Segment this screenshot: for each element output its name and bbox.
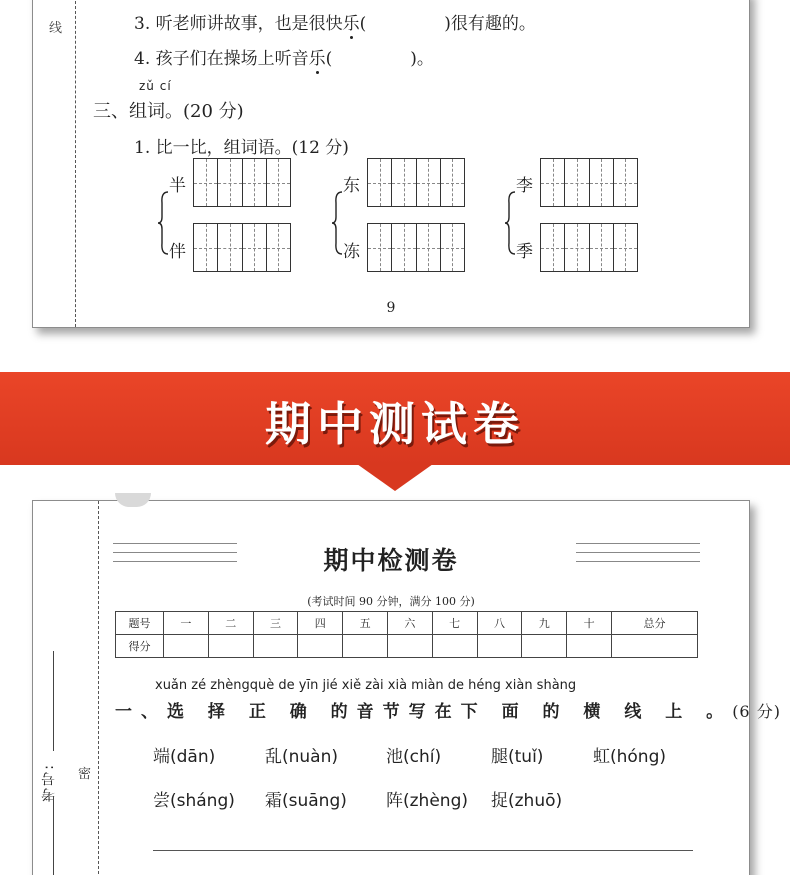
writing-grid[interactable] [367, 158, 465, 207]
emphasis-dot-char: 乐 [308, 49, 326, 69]
table-cell: 五 [343, 612, 388, 635]
table-cell: 题号 [116, 612, 164, 635]
word-item: 捉(zhuō) [491, 791, 563, 811]
exam-title: 期中检测卷 [323, 546, 459, 575]
binding-label: 线 [49, 21, 63, 36]
score-cell[interactable] [611, 635, 697, 658]
table-cell: 九 [522, 612, 567, 635]
section-3-title: 三、组词。(20 分) [93, 101, 244, 122]
table-cell: 总分 [611, 612, 697, 635]
table-cell: 七 [432, 612, 477, 635]
char-top: 李 [516, 176, 533, 196]
table-cell: 一 [164, 612, 209, 635]
writing-grid[interactable] [193, 223, 291, 272]
score-cell[interactable] [164, 635, 209, 658]
word-item: 腿(tuǐ) [491, 747, 544, 767]
page-number: 9 [386, 300, 396, 316]
writing-grid[interactable] [193, 158, 291, 207]
word-item: 池(chí) [386, 747, 442, 767]
word-item: 虹(hóng) [593, 747, 667, 767]
question-1-title: 一、选 择 正 确 的音节写在下 面 的 横 线 上 。(6 分) [115, 702, 781, 722]
char-bottom: 季 [516, 242, 533, 262]
emphasis-dot-char: 乐 [342, 14, 360, 34]
exam-number-label: 考号: [41, 763, 57, 802]
brace-icon [331, 191, 343, 255]
table-cell: 四 [298, 612, 343, 635]
score-cell[interactable] [298, 635, 343, 658]
logo-icon [115, 493, 151, 507]
binding-dashed-line [75, 1, 76, 327]
char-bottom: 伴 [169, 242, 186, 262]
table-cell: 三 [253, 612, 298, 635]
score-cell[interactable] [477, 635, 522, 658]
seal-char: 密 [78, 767, 92, 782]
char-bottom: 冻 [343, 242, 360, 262]
exam-subtitle: (考试时间 90 分钟，满分 100 分) [307, 595, 475, 608]
word-item: 尝(sháng) [153, 791, 235, 811]
compare-group-3 [504, 163, 644, 283]
char-top: 东 [343, 176, 360, 196]
table-cell: 六 [387, 612, 432, 635]
word-item: 阵(zhèng) [386, 791, 468, 811]
score-cell[interactable] [567, 635, 612, 658]
table-cell: 十 [567, 612, 612, 635]
word-item: 端(dān) [153, 747, 216, 767]
score-cell[interactable] [343, 635, 388, 658]
score-cell[interactable] [387, 635, 432, 658]
table-row [116, 612, 698, 635]
char-top: 半 [169, 176, 186, 196]
score-cell[interactable] [522, 635, 567, 658]
question-3: 3. 听老师讲故事，也是很快乐( )很有趣的。 [134, 14, 536, 34]
score-cell[interactable] [208, 635, 253, 658]
table-cell: 得分 [116, 635, 164, 658]
table-cell: 八 [477, 612, 522, 635]
subquestion-1-title: 1. 比一比，组词语。(12 分) [134, 138, 349, 158]
question-4: 4. 孩子们在操场上听音乐( )。 [134, 49, 434, 69]
midterm-exam-page [32, 500, 781, 875]
brace-icon [504, 191, 516, 255]
section-3-pinyin: zǔ cí [139, 79, 172, 93]
compare-group-2 [331, 163, 471, 283]
divider [53, 651, 54, 751]
banner-title: 期中测试卷 [265, 397, 525, 451]
score-cell[interactable] [253, 635, 298, 658]
table-row [116, 635, 698, 658]
worksheet-page-9 [32, 0, 750, 328]
table-cell: 二 [208, 612, 253, 635]
writing-grid[interactable] [540, 158, 638, 207]
answer-line[interactable] [153, 850, 693, 851]
writing-grid[interactable] [367, 223, 465, 272]
banner-arrow-icon [357, 464, 433, 491]
compare-group-1 [157, 163, 297, 283]
score-cell[interactable] [432, 635, 477, 658]
divider [53, 796, 54, 875]
brace-icon [157, 191, 169, 255]
word-item: 乱(nuàn) [265, 747, 339, 767]
score-table [115, 611, 698, 658]
question-1-pinyin: xuǎn zé zhèngquè de yīn jié xiě zài xià miàn de héng xiàn shàng [155, 678, 577, 693]
word-item: 霜(suāng) [265, 791, 347, 811]
writing-grid[interactable] [540, 223, 638, 272]
